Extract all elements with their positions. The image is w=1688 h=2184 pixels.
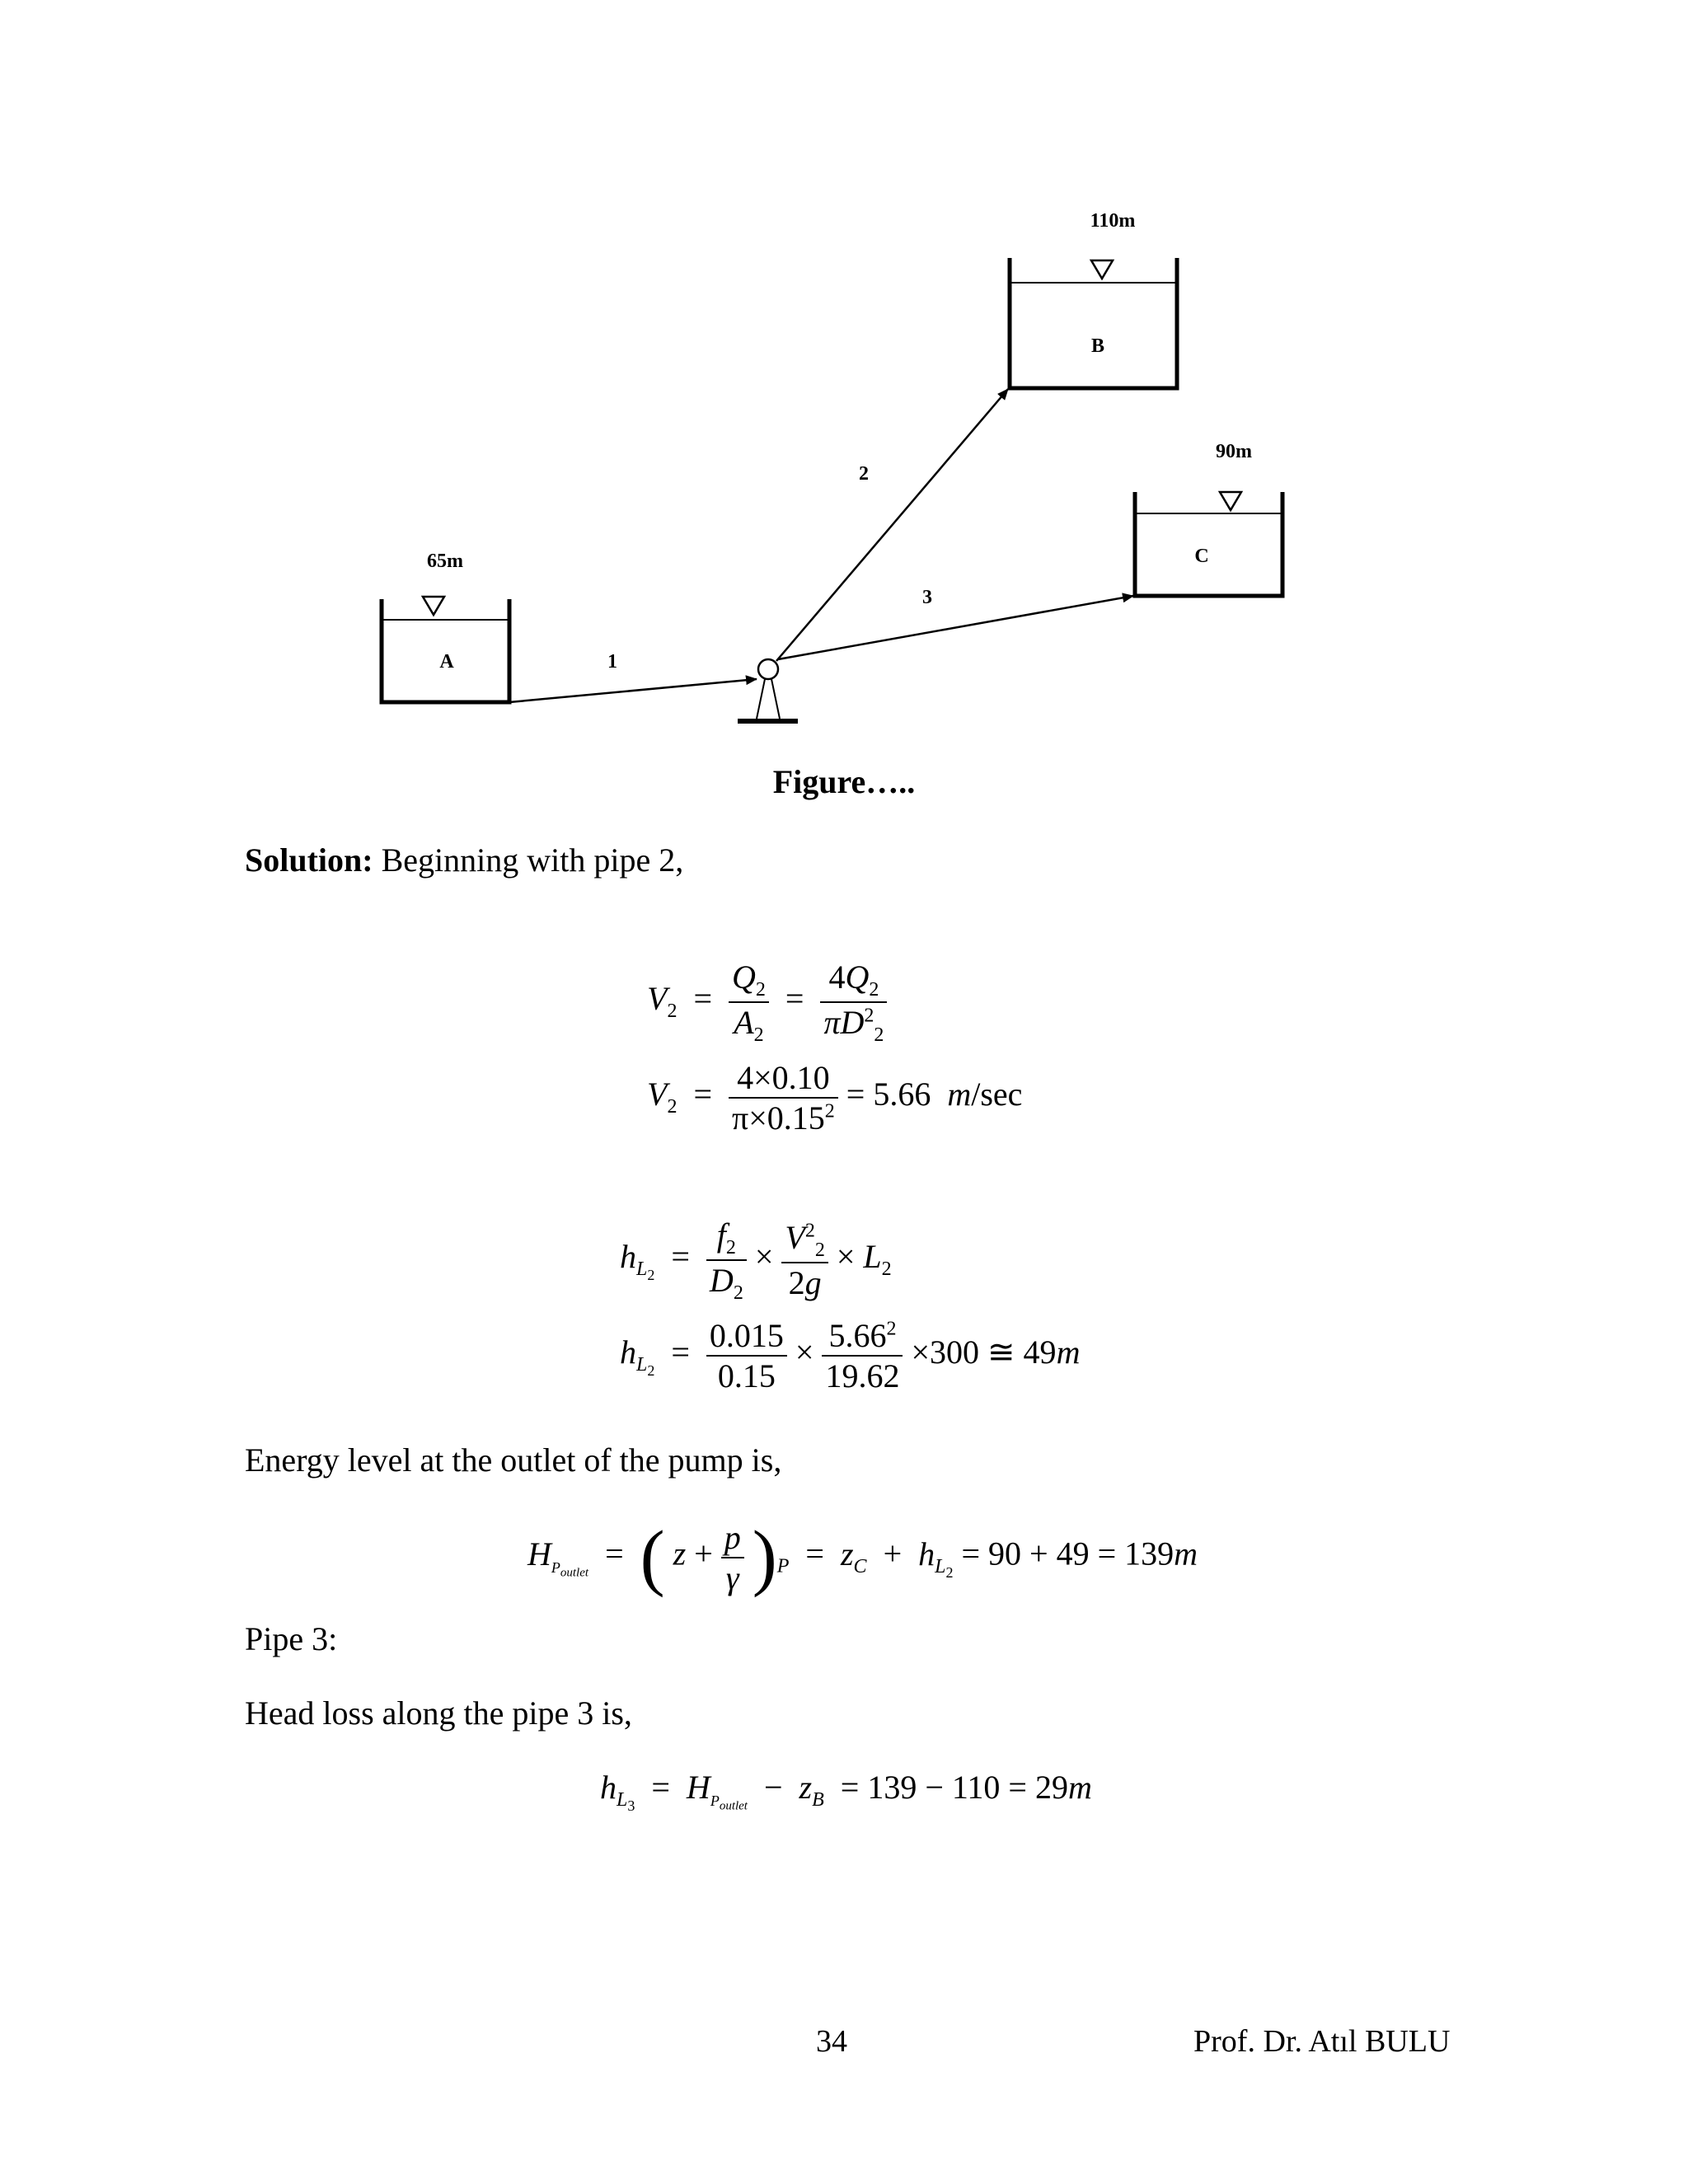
equation-hl2-value: $h_{L_2}$ = $\frac{0.015}{0.15}$ × $\frac{5.66^2}{19.62}$ ×300 ≅ 49m <box>620 1317 1081 1394</box>
pipe-network-figure <box>0 0 1688 841</box>
solution-label: Solution: <box>245 841 373 879</box>
equation-hl2-definition: $h_{L_2}$ = $\frac{f_2}{D_2}$ × $\frac{V^2_2}{2g}$ × $L_2$ <box>620 1216 892 1304</box>
hl2-velocity: 5.66 <box>828 1317 887 1354</box>
reservoir-b <box>1010 210 1177 388</box>
hl2-diameter: 0.15 <box>717 1357 776 1394</box>
equation-pump-energy: $H_{P_{outlet}}$ = ( z + $\frac{p}{\gamma}$ )$_P = z_C + h_{L_2} = 90 + 49 = 139m$ <box>528 1516 1198 1598</box>
reservoir-a-label: A <box>439 651 454 673</box>
v2-numerator: 4×0.10 <box>729 1058 838 1099</box>
pipe-1 <box>509 679 757 702</box>
hl2-gravity: 19.62 <box>825 1357 900 1394</box>
energy-paragraph: Energy level at the outlet of the pump is, <box>245 1441 782 1479</box>
hl2-result: ×300 ≅ 49 <box>911 1333 1057 1371</box>
water-level-icon <box>1091 260 1113 279</box>
water-level-icon <box>1220 492 1241 510</box>
reservoir-c-elevation: 90m <box>1216 441 1252 462</box>
pipe3-heading: Pipe 3: <box>245 1620 338 1657</box>
equation-v2-definition: $V_2$ = $\frac{Q_2}{A_2}$ = $\frac{4Q_2}{\pi D^2_2}$ <box>647 958 887 1047</box>
reservoir-c-label: C <box>1194 546 1209 567</box>
pipe-3 <box>778 596 1133 659</box>
hl2-friction: 0.015 <box>706 1316 787 1357</box>
pipe-3-label: 3 <box>922 587 932 608</box>
solution-text: Beginning with pipe 2, <box>373 841 684 879</box>
page-number: 34 <box>816 2024 847 2059</box>
reservoir-a-elevation: 65m <box>427 551 463 572</box>
reservoir-b-elevation: 110m <box>1090 210 1136 232</box>
figure-caption: Figure….. <box>772 763 916 800</box>
solution-paragraph <box>245 841 683 879</box>
hp-result: = 90 + 49 = 139 <box>961 1535 1175 1572</box>
reservoir-c <box>1135 441 1282 596</box>
equation-v2-value: $V_2$ = $\frac{4\times 0.10}{\pi\times 0.15^2}$ = 5.66 m/sec <box>647 1059 1023 1137</box>
pump-icon <box>738 659 798 721</box>
pipe-2 <box>776 389 1008 661</box>
pipe-2-label: 2 <box>859 463 869 485</box>
v2-denominator: π×0.15 <box>732 1099 825 1137</box>
v2-unit: sec <box>980 1076 1023 1113</box>
equation-hl3: $h_{L_3} = H_{P_{outlet}} - z_B = 139 - 110 = 29m$ <box>600 1769 1092 1814</box>
pipe-1-label: 1 <box>607 651 617 673</box>
headloss-paragraph: Head loss along the pipe 3 is, <box>245 1694 632 1732</box>
water-level-icon <box>423 597 444 615</box>
reservoir-a <box>382 551 509 702</box>
hl3-result: = 139 − 110 = 29 <box>840 1769 1068 1806</box>
reservoir-b-label: B <box>1090 335 1105 357</box>
footer-author: Prof. Dr. Atıl BULU <box>1193 2024 1451 2059</box>
v2-result: = 5.66 <box>846 1076 931 1113</box>
